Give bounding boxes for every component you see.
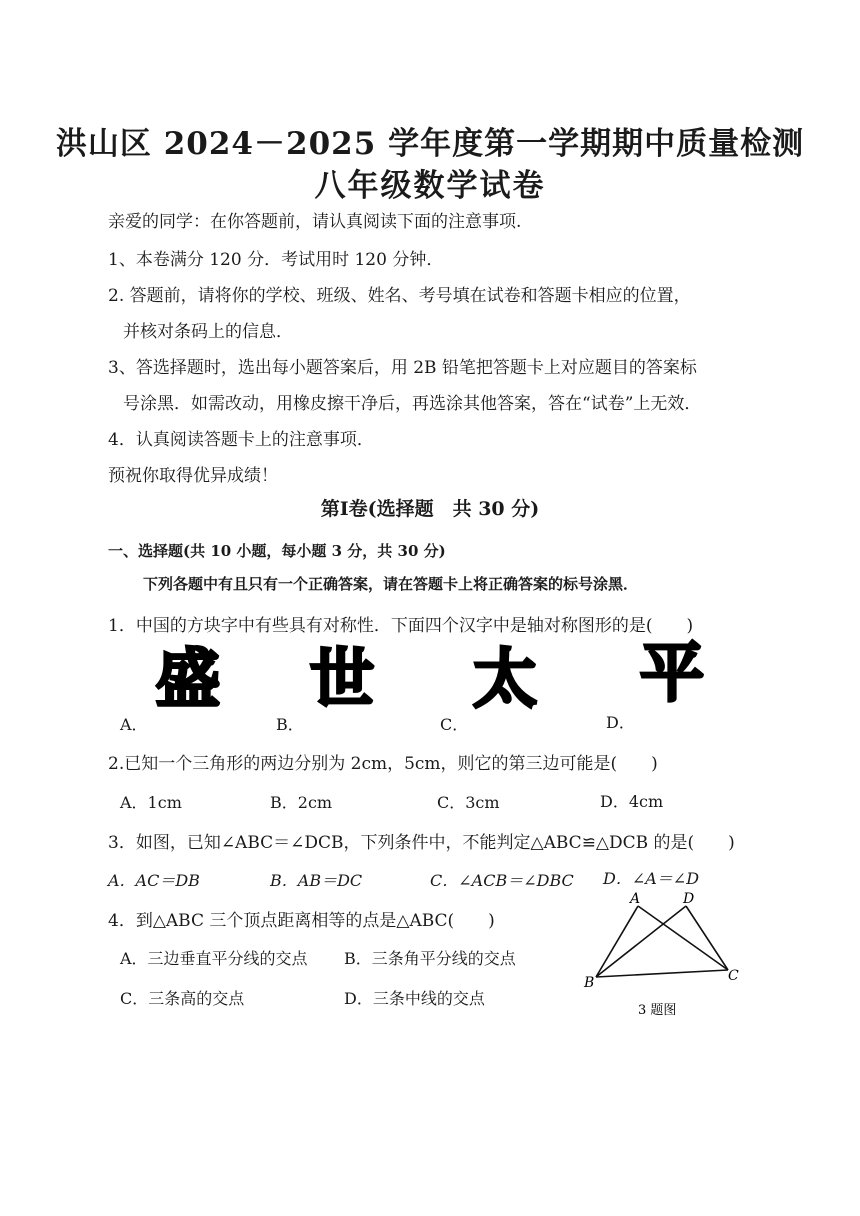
q3-option-a: A．AC＝DB [108, 871, 200, 890]
figure-caption: 3 题图 [638, 1003, 677, 1018]
q1-stem: 1．中国的方块字中有些具有对称性．下面四个汉字中是轴对称图形的是( ) [108, 616, 694, 636]
notice-item-2b: 并核对条码上的信息． [123, 322, 293, 342]
vertex-label-c: C [728, 968, 739, 984]
notice-greeting: 亲爱的同学：在你答题前，请认真阅读下面的注意事项. [108, 212, 522, 232]
q1-option-a-char: 盛 [156, 643, 220, 717]
q4-option-a: A．三边垂直平分线的交点 [120, 949, 308, 968]
q3-option-d: D．∠A＝∠D [603, 869, 700, 888]
vertex-label-d: D [683, 891, 695, 907]
q1-option-d-label: D． [606, 713, 635, 732]
vertex-label-b: B [584, 975, 595, 991]
q3-figure [580, 890, 750, 1020]
q1-option-b-label: B． [276, 715, 304, 734]
q1-option-c-char: 太 [473, 643, 537, 717]
notice-item-3b: 号涂黑．如需改动，用橡皮擦干净后，再选涂其他答案，答在“试卷”上无效． [123, 394, 702, 414]
q4-option-d: D．三条中线的交点 [344, 989, 485, 1008]
segment-ab [596, 906, 638, 977]
q1-option-a-label: A． [120, 715, 148, 734]
q4-option-c: C．三条高的交点 [120, 989, 245, 1008]
q4-stem: 4．到△ABC 三个顶点距离相等的点是△ABC( ) [108, 911, 495, 931]
notice-item-3a: 3、答选择题时，选出每小题答案后，用 2B 铅笔把答题卡上对应题目的答案标 [108, 358, 697, 378]
q2-option-d: D．4cm [600, 792, 664, 811]
exam-title: 洪山区 2024－2025 学年度第一学期期中质量检测 [55, 126, 805, 162]
exam-subtitle: 八年级数学试卷 [314, 168, 546, 204]
segment-bc [596, 970, 728, 977]
q2-option-c: C．3cm [437, 793, 500, 812]
q4-option-b: B．三条角平分线的交点 [344, 949, 516, 968]
q3-stem: 3．如图，已知∠ABC＝∠DCB，下列条件中，不能判定△ABC≌△DCB 的是( ) [108, 833, 735, 853]
q2-option-b: B．2cm [270, 793, 333, 812]
vertex-label-a: A [630, 891, 641, 907]
notice-item-1: 1、本卷满分 120 分．考试用时 120 分钟． [108, 250, 444, 270]
q1-option-d-char: 平 [640, 637, 704, 711]
notice-item-2a: 2. 答题前，请将你的学校、班级、姓名、考号填在试卷和答题卡相应的位置， [108, 286, 691, 306]
q3-option-c: C．∠ACB＝∠DBC [430, 871, 574, 890]
q3-option-b: B．AB＝DC [270, 871, 363, 890]
q1-option-c-label: C． [440, 715, 469, 734]
section-instruction: 下列各题中有且只有一个正确答案，请在答题卡上将正确答案的标号涂黑． [143, 575, 639, 593]
segment-db [596, 906, 686, 977]
notice-wish: 预祝你取得优异成绩！ [108, 466, 278, 486]
notice-item-4: 4．认真阅读答题卡上的注意事项． [108, 430, 374, 450]
segment-ac [638, 906, 728, 970]
q2-option-a: A．1cm [120, 793, 182, 812]
q2-stem: 2.已知一个三角形的两边分别为 2cm，5cm，则它的第三边可能是( ) [108, 754, 658, 774]
q1-option-b-char: 世 [310, 643, 374, 717]
segment-dc [686, 906, 728, 970]
section-part-title: 一、选择题(共 10 小题，每小题 3 分，共 30 分) [108, 542, 446, 560]
section-heading: 第Ⅰ卷(选择题 共 30 分) [320, 498, 540, 520]
